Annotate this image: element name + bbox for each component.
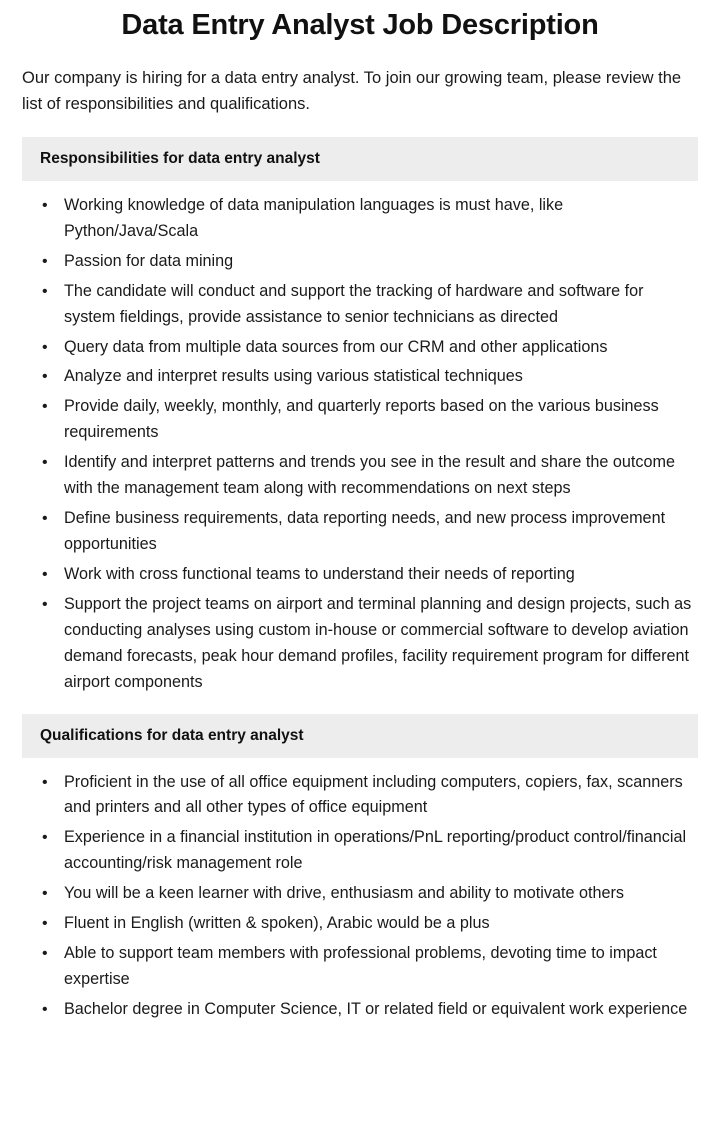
list-item: • Bachelor degree in Computer Science, IT or related field or equivalent work experience bbox=[60, 997, 698, 1023]
list-item: • You will be a keen learner with drive, enthusiasm and ability to motivate others bbox=[60, 881, 698, 907]
bullet-list bbox=[22, 193, 698, 696]
list-item: • Able to support team members with professional problems, devoting time to impact expertise bbox=[60, 941, 698, 993]
list-item: • Define business requirements, data reporting needs, and new process improvement opportunities bbox=[60, 506, 698, 558]
list-item: • Work with cross functional teams to understand their needs of reporting bbox=[60, 562, 698, 588]
job-description-page bbox=[0, 8, 720, 1047]
list-item: • Working knowledge of data manipulation languages is must have, like Python/Java/Scala bbox=[60, 193, 698, 245]
list-item: • Fluent in English (written & spoken), Arabic would be a plus bbox=[60, 911, 698, 937]
section-body bbox=[22, 193, 698, 696]
page-title: Data Entry Analyst Job Description bbox=[121, 9, 599, 41]
section-heading: Responsibilities for data entry analyst bbox=[22, 137, 698, 181]
list-item: • Passion for data mining bbox=[60, 249, 698, 275]
section-body bbox=[22, 770, 698, 1023]
list-item: • Query data from multiple data sources from our CRM and other applications bbox=[60, 335, 698, 361]
sections-container bbox=[22, 137, 698, 1023]
intro-paragraph: Our company is hiring for a data entry analyst. To join our growing team, please review the list of responsibilities and qualifications. bbox=[22, 68, 682, 113]
section bbox=[22, 137, 698, 696]
bullet-list bbox=[22, 770, 698, 1023]
list-item: • Analyze and interpret results using various statistical techniques bbox=[60, 364, 698, 390]
list-item: • Identify and interpret patterns and trends you see in the result and share the outcome with the management team along with recommendations on next steps bbox=[60, 450, 698, 502]
list-item: • Proficient in the use of all office equipment including computers, copiers, fax, scanners and printers and all other types of office equipment bbox=[60, 770, 698, 822]
section bbox=[22, 714, 698, 1023]
list-item: • Provide daily, weekly, monthly, and quarterly reports based on the various business requirements bbox=[60, 394, 698, 446]
list-item: • The candidate will conduct and support the tracking of hardware and software for system fieldings, provide assistance to senior technicians as directed bbox=[60, 279, 698, 331]
list-item: • Experience in a financial institution in operations/PnL reporting/product control/financial accounting/risk management role bbox=[60, 825, 698, 877]
section-heading: Qualifications for data entry analyst bbox=[22, 714, 698, 758]
list-item: • Support the project teams on airport and terminal planning and design projects, such as conducting analyses using custom in-house or commercial software to develop aviation demand forecasts, peak hour demand profiles, facility requirement program for different airport components bbox=[60, 592, 698, 696]
